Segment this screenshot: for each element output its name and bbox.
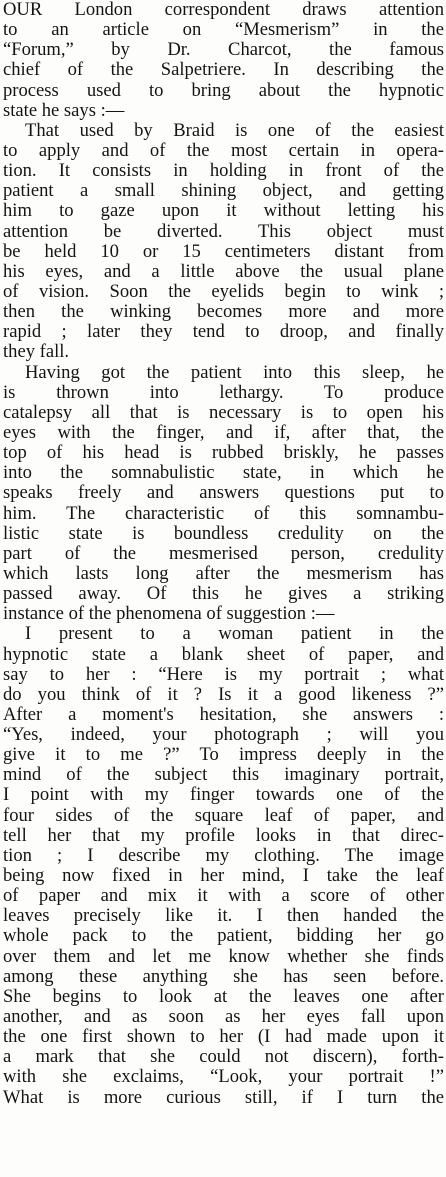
paragraph <box>3 363 444 625</box>
text-line: That used by Braid is one of the easiest <box>25 120 444 141</box>
paragraph <box>3 624 444 1107</box>
article-body <box>3 0 444 1108</box>
text-line: into the somnabulistic state, in which he <box>3 463 444 484</box>
text-line: is thrown into lethargy. To produce <box>3 382 444 403</box>
text-line: of paper and mix it with a score of other <box>3 886 444 907</box>
text-line: to an article on “Mesmerism” in the <box>3 20 444 41</box>
text-line: “Forum,” by Dr. Charcot, the famous <box>3 40 444 61</box>
text-line: him to gaze upon it without letting his <box>3 201 444 222</box>
text-line: chief of the Salpetriere. In describing the <box>3 60 444 81</box>
text-line: do you think of it ? Is it a good likeness ?” <box>3 684 444 705</box>
text-line: him. The characteristic of this somnambu- <box>3 503 444 524</box>
text-line: which lasts long after the mesmerism has <box>3 563 444 584</box>
text-line: they fall. <box>3 342 70 363</box>
text-line: rapid ; later they tend to droop, and finally <box>3 322 444 343</box>
text-line: She begins to look at the leaves one after <box>3 986 444 1007</box>
text-line: tell her that my profile looks in that direc- <box>3 825 444 846</box>
text-line: state he says :— <box>3 100 125 121</box>
text-line: After a moment's hesitation, she answers : <box>3 704 444 725</box>
text-line: listic state is boundless credulity on the <box>3 523 444 544</box>
text-line: tion. It consists in holding in front of the <box>3 161 444 182</box>
text-line: give it to me ?” To impress deeply in the <box>3 745 444 766</box>
text-line: OUR London correspondent draws attention <box>3 0 444 20</box>
text-line: eyes with the finger, and if, after that, the <box>3 422 444 443</box>
text-line: What is more curious still, if I turn the <box>3 1087 444 1108</box>
paragraph <box>3 0 444 121</box>
text-line: I point with my finger towards one of the <box>3 785 444 806</box>
text-line: to apply and of the most certain in opera- <box>3 140 444 161</box>
text-line: Having got the patient into this sleep, he <box>25 362 444 383</box>
paragraph <box>3 121 444 363</box>
text-line: four sides of the square leaf of paper, and <box>3 805 444 826</box>
text-line: leaves precisely like it. I then handed the <box>3 906 444 927</box>
text-line: mind of the subject this imaginary portrait, <box>3 765 444 786</box>
text-line: passed away. Of this he gives a striking <box>3 584 444 605</box>
text-line: instance of the phenomena of suggestion :— <box>3 604 335 625</box>
text-line: catalepsy all that is necessary is to open his <box>3 402 444 423</box>
text-line: the one first shown to her (I had made upon it <box>3 1027 444 1048</box>
text-line: “Yes, indeed, your photograph ; will you <box>3 725 444 746</box>
text-line: say to her : “Here is my portrait ; what <box>3 664 444 685</box>
text-line: attention be diverted. This object must <box>3 221 444 242</box>
text-line: be held 10 or 15 centimeters distant from <box>3 241 444 262</box>
text-line: top of his head is rubbed briskly, he passes <box>3 443 444 464</box>
text-line: patient a small shining object, and getting <box>3 181 444 202</box>
text-line: another, and as soon as her eyes fall upon <box>3 1007 444 1028</box>
text-line: part of the mesmerised person, credulity <box>3 543 444 564</box>
text-line: hypnotic state a blank sheet of paper, and <box>3 644 444 665</box>
text-line: of vision. Soon the eyelids begin to wink ; <box>3 281 444 302</box>
text-line: among these anything she has seen before. <box>3 966 444 987</box>
text-line: then the winking becomes more and more <box>3 302 444 323</box>
text-line: tion ; I describe my clothing. The image <box>3 845 444 866</box>
text-line: process used to bring about the hypnotic <box>3 80 444 101</box>
text-line: his eyes, and a little above the usual plane <box>3 261 444 282</box>
text-line: over them and let me know whether she finds <box>3 946 444 967</box>
text-line: being now fixed in her mind, I take the leaf <box>3 866 444 887</box>
text-line: speaks freely and answers questions put to <box>3 483 444 504</box>
text-line: whole pack to the patient, bidding her go <box>3 926 444 947</box>
text-line: I present to a woman patient in the <box>25 624 444 645</box>
text-line: a mark that she could not discern), forth- <box>3 1047 444 1068</box>
text-line: with she exclaims, “Look, your portrait !” <box>3 1067 444 1088</box>
